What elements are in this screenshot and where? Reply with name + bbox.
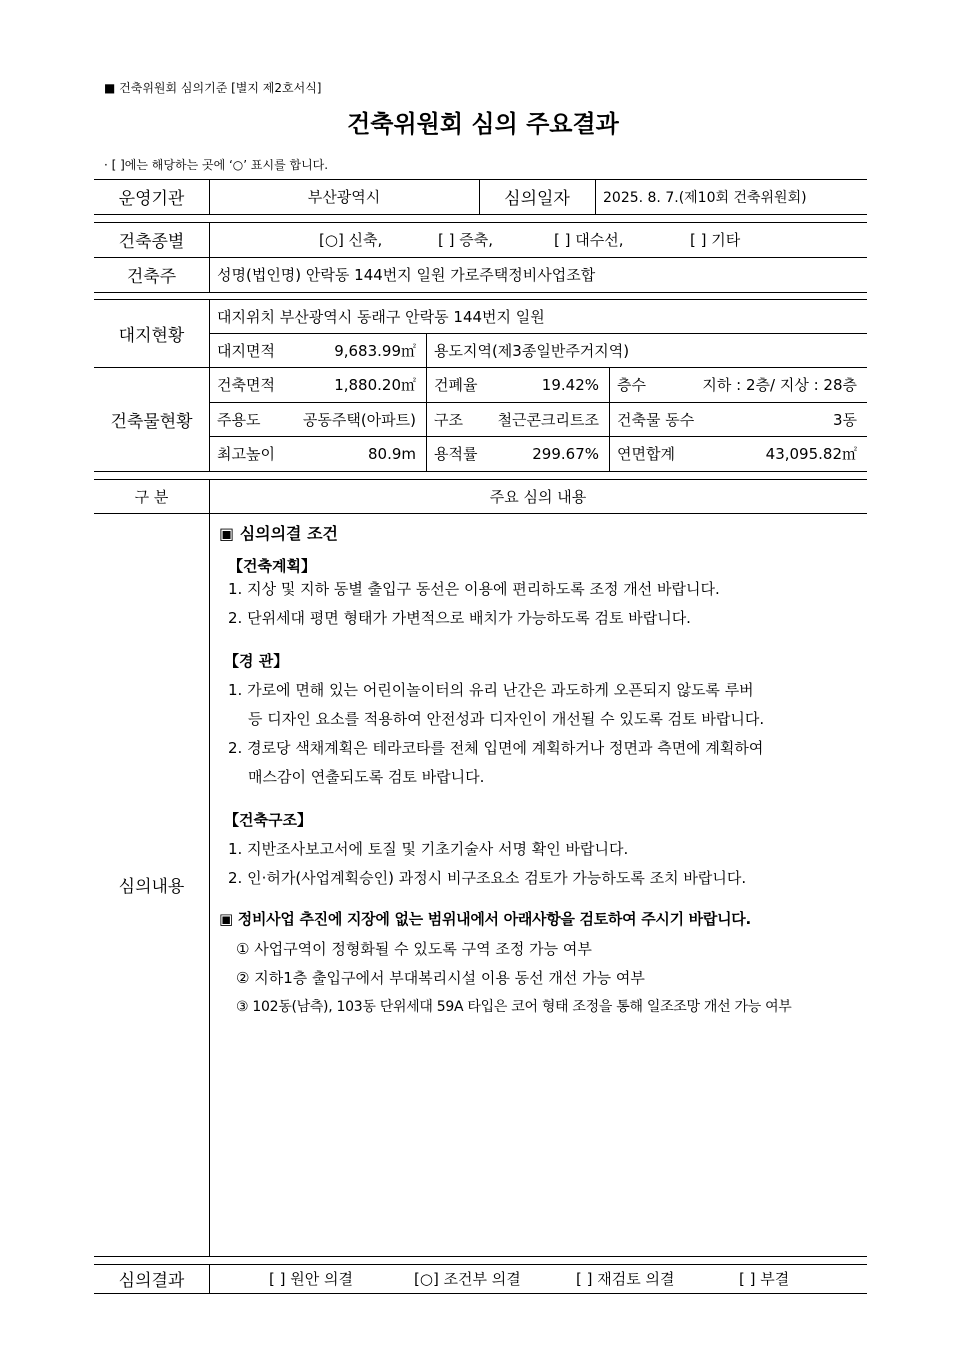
building-area-value: 1,880.20㎡ (334, 376, 416, 394)
floor-area-ratio-value: 299.67% (532, 444, 599, 463)
owner-value: 성명(법인명) 안락동 144번지 일원 가로주택정비사업조합 (217, 266, 596, 284)
building-area-label: 건축면적 (217, 376, 275, 394)
coverage-ratio-value: 19.42% (541, 375, 599, 394)
section2-item-3: ③ 102동(남측), 103동 단위세대 59A 타입은 코어 형태 조정을 통해 일조조망 개선 가능 여부 (236, 999, 792, 1015)
site-label: 대지현황 (118, 325, 185, 346)
rule (94, 471, 867, 472)
result-label: 심의결과 (118, 1271, 185, 1291)
rule (94, 292, 867, 293)
sub2-item-2-line2: 매스감이 연출되도록 검토 바랍니다. (248, 768, 485, 786)
floor-area-ratio-label: 용적률 (434, 445, 478, 463)
date-value: 2025. 8. 7.(제10회 건축위원회) (603, 189, 807, 206)
type-option-renovation[interactable]: [ ] 대수선, (554, 231, 624, 249)
result-options (209, 1264, 867, 1293)
type-option-extension[interactable]: [ ] 증축, (438, 231, 493, 249)
building-area (209, 367, 426, 402)
total-floor-area-value: 43,095.82㎡ (765, 445, 857, 463)
page-title: 건축위원회 심의 주요결과 (347, 110, 619, 138)
content-header: 주요 심의 내용 (489, 487, 587, 506)
sub2-title: 【경 관】 (224, 652, 289, 670)
rule (94, 1293, 867, 1294)
coverage-ratio-label: 건폐율 (434, 376, 478, 394)
site-zone: 용도지역(제3종일반주거지역) (434, 341, 630, 360)
sub3-item-2: 2. 인·허가(사업계획승인) 과정시 비구조요소 검토가 가능하도록 조치 바랍니다. (228, 869, 747, 887)
result-option-original[interactable]: [ ] 원안 의결 (269, 1270, 353, 1288)
sub2-item-1-line2: 등 디자인 요소를 적용하여 안전성과 디자인이 개선될 수 있도록 검토 바랍니다. (248, 710, 765, 728)
content-label: 심의내용 (118, 877, 185, 897)
structure-label: 구조 (434, 410, 463, 429)
sub1-item-1: 1. 지상 및 지하 동별 출입구 동선은 이용에 편리하도록 조정 개선 바랍니다. (228, 580, 720, 598)
structure-value: 철근콘크리트조 (497, 410, 599, 429)
rule (94, 1256, 867, 1257)
form-reference-note: ■ 건축위원회 심의기준 [별지 제2호서식] (104, 81, 322, 95)
building-count-label: 건축물 동수 (617, 410, 695, 429)
sub3-item-1: 1. 지반조사보고서에 토질 및 기초기술사 서명 확인 바랍니다. (228, 840, 629, 858)
max-height-value: 80.9m (367, 444, 416, 463)
category-header: 구 분 (134, 487, 169, 506)
building-label: 건축물현황 (110, 411, 193, 432)
structure (426, 402, 609, 436)
sub2-item-1-line1: 1. 가로에 면해 있는 어린이놀이터의 유리 난간은 과도하게 오픈되지 않도록 루버 (228, 681, 754, 699)
section2-title: ▣ 정비사업 추진에 지장에 없는 범위내에서 아래사항을 검토하여 주시기 바랍니다. (219, 910, 751, 928)
result-option-rejected[interactable]: [ ] 부결 (739, 1270, 790, 1288)
floor-area-ratio (426, 436, 609, 471)
max-height-label: 최고높이 (217, 445, 275, 463)
rule (209, 479, 210, 1256)
type-options (209, 222, 867, 257)
site-area-value: 9,683.99㎡ (334, 341, 416, 360)
sub1-item-2: 2. 단위세대 평면 형태가 가변적으로 배치가 가능하도록 검토 바랍니다. (228, 609, 691, 627)
main-use (209, 402, 426, 436)
main-use-label: 주용도 (217, 410, 261, 429)
org-value: 부산광역시 (307, 188, 381, 206)
type-label: 건축종별 (118, 232, 185, 252)
total-floor-area-label: 연면합계 (617, 445, 675, 463)
section2-item-1: ① 사업구역이 정형화될 수 있도록 구역 조정 가능 여부 (236, 940, 592, 958)
sub3-title: 【건축구조】 (224, 811, 312, 829)
floors-label: 층수 (617, 376, 646, 394)
site-location: 대지위치 부산광역시 동래구 안락동 144번지 일원 (217, 307, 545, 326)
date-label: 심의일자 (504, 189, 570, 209)
sub2-item-2-line1: 2. 경로당 색채계획은 테라코타를 전체 입면에 계획하거나 정면과 측면에 계획하여 (228, 739, 764, 757)
type-option-new[interactable]: [○] 신축, (319, 231, 383, 249)
building-count-value: 3동 (832, 410, 857, 429)
section2-item-2: ② 지하1층 출입구에서 부대복리시설 이용 동선 개선 가능 여부 (236, 969, 645, 987)
sub1-title: 【건축계획】 (228, 557, 316, 575)
coverage-ratio (426, 367, 609, 402)
section1-title: ▣ 심의의결 조건 (219, 524, 338, 543)
org-label: 운영기관 (118, 189, 185, 209)
rule (94, 214, 867, 215)
result-option-conditional[interactable]: [○] 조건부 의결 (414, 1270, 521, 1288)
floors-value: 지하 : 2층/ 지상 : 28층 (702, 376, 857, 394)
main-use-value: 공동주택(아파트) (302, 410, 416, 429)
type-option-other[interactable]: [ ] 기타 (690, 231, 741, 249)
site-area (209, 333, 426, 367)
building-count (609, 402, 867, 436)
instruction-note: · [ ]에는 해당하는 곳에 ‘○’ 표시를 합니다. (104, 158, 329, 172)
floors (609, 367, 867, 402)
max-height (209, 436, 426, 471)
total-floor-area (609, 436, 867, 471)
site-area-label: 대지면적 (217, 341, 275, 360)
owner-label: 건축주 (126, 267, 177, 287)
result-option-review[interactable]: [ ] 재검토 의결 (576, 1270, 675, 1288)
